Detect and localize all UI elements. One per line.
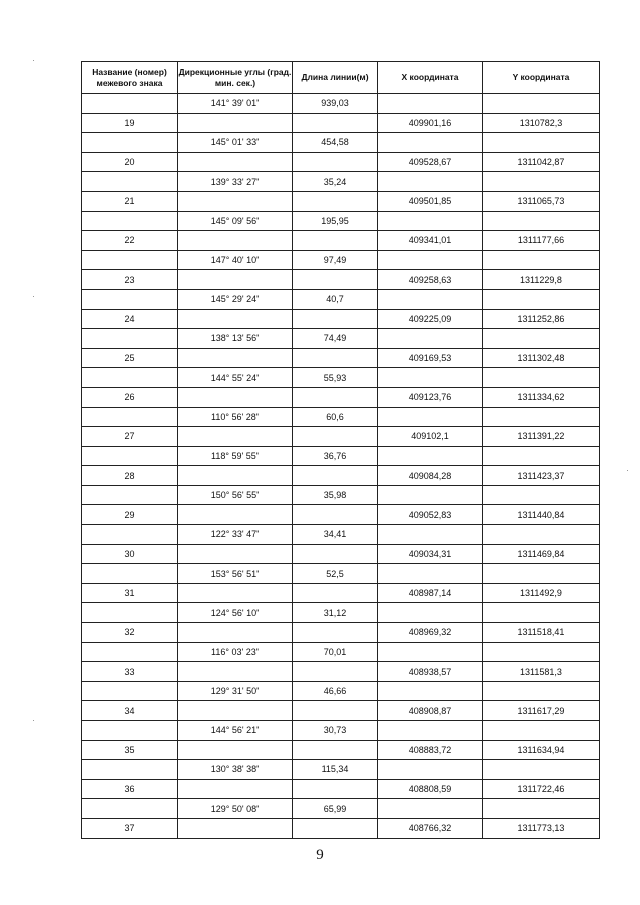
cell-y-coordinate bbox=[483, 368, 600, 388]
cell-y-coordinate: 1311518,41 bbox=[483, 623, 600, 643]
cell-line-length bbox=[293, 387, 378, 407]
cell-direction-angle bbox=[178, 583, 293, 603]
cell-marker-name: 29 bbox=[82, 505, 178, 525]
cell-y-coordinate bbox=[483, 211, 600, 231]
cell-direction-angle bbox=[178, 191, 293, 211]
table-row bbox=[82, 466, 600, 486]
scan-dot bbox=[33, 60, 34, 61]
table-row bbox=[82, 662, 600, 682]
cell-x-coordinate: 408908,87 bbox=[378, 701, 483, 721]
page-number: 9 bbox=[316, 847, 324, 863]
cell-x-coordinate bbox=[378, 329, 483, 349]
table-row bbox=[82, 250, 600, 270]
cell-line-length: 97,49 bbox=[293, 250, 378, 270]
cell-marker-name: 32 bbox=[82, 623, 178, 643]
table-row bbox=[82, 191, 600, 211]
cell-x-coordinate bbox=[378, 642, 483, 662]
cell-x-coordinate: 408938,57 bbox=[378, 662, 483, 682]
cell-x-coordinate: 409123,76 bbox=[378, 387, 483, 407]
cell-direction-angle: 130° 38' 38" bbox=[178, 760, 293, 780]
cell-y-coordinate: 1311722,46 bbox=[483, 779, 600, 799]
table-row bbox=[82, 564, 600, 584]
cell-y-coordinate bbox=[483, 329, 600, 349]
cell-y-coordinate: 1311252,86 bbox=[483, 309, 600, 329]
cell-marker-name: 24 bbox=[82, 309, 178, 329]
table-body bbox=[82, 94, 600, 839]
cell-line-length bbox=[293, 466, 378, 486]
cell-direction-angle: 144° 56' 21" bbox=[178, 721, 293, 741]
cell-direction-angle bbox=[178, 701, 293, 721]
cell-marker-name bbox=[82, 407, 178, 427]
table-row bbox=[82, 270, 600, 290]
scan-dot bbox=[33, 720, 34, 721]
cell-line-length: 60,6 bbox=[293, 407, 378, 427]
cell-x-coordinate bbox=[378, 133, 483, 153]
cell-marker-name bbox=[82, 603, 178, 623]
cell-y-coordinate: 1311229,8 bbox=[483, 270, 600, 290]
cell-x-coordinate bbox=[378, 721, 483, 741]
table-row bbox=[82, 818, 600, 838]
cell-marker-name: 35 bbox=[82, 740, 178, 760]
cell-x-coordinate bbox=[378, 94, 483, 114]
cell-marker-name: 27 bbox=[82, 427, 178, 447]
cell-line-length bbox=[293, 191, 378, 211]
cell-direction-angle: 129° 31' 50" bbox=[178, 681, 293, 701]
table-row bbox=[82, 309, 600, 329]
cell-direction-angle: 116° 03' 23" bbox=[178, 642, 293, 662]
cell-marker-name: 33 bbox=[82, 662, 178, 682]
cell-x-coordinate bbox=[378, 681, 483, 701]
cell-x-coordinate bbox=[378, 799, 483, 819]
cell-line-length bbox=[293, 231, 378, 251]
cell-y-coordinate bbox=[483, 172, 600, 192]
cell-line-length: 35,98 bbox=[293, 485, 378, 505]
cell-y-coordinate: 1311302,48 bbox=[483, 348, 600, 368]
cell-line-length bbox=[293, 270, 378, 290]
table-row bbox=[82, 152, 600, 172]
cell-marker-name: 28 bbox=[82, 466, 178, 486]
cell-direction-angle: 141° 39' 01" bbox=[178, 94, 293, 114]
cell-marker-name bbox=[82, 642, 178, 662]
table-row bbox=[82, 779, 600, 799]
cell-direction-angle bbox=[178, 348, 293, 368]
cell-line-length bbox=[293, 309, 378, 329]
scan-dot bbox=[33, 296, 34, 297]
table-row bbox=[82, 760, 600, 780]
cell-x-coordinate: 409102,1 bbox=[378, 427, 483, 447]
cell-marker-name: 25 bbox=[82, 348, 178, 368]
cell-direction-angle: 139° 33' 27" bbox=[178, 172, 293, 192]
cell-x-coordinate: 409528,67 bbox=[378, 152, 483, 172]
cell-x-coordinate bbox=[378, 172, 483, 192]
header-x-coordinate: X координата bbox=[378, 62, 483, 94]
table-row bbox=[82, 505, 600, 525]
cell-direction-angle: 110° 56' 28" bbox=[178, 407, 293, 427]
cell-y-coordinate: 1311065,73 bbox=[483, 191, 600, 211]
cell-y-coordinate bbox=[483, 94, 600, 114]
cell-direction-angle bbox=[178, 466, 293, 486]
cell-marker-name bbox=[82, 525, 178, 545]
cell-direction-angle: 145° 09' 56" bbox=[178, 211, 293, 231]
cell-y-coordinate: 1311334,62 bbox=[483, 387, 600, 407]
cell-marker-name: 21 bbox=[82, 191, 178, 211]
cell-marker-name: 34 bbox=[82, 701, 178, 721]
cell-marker-name bbox=[82, 681, 178, 701]
cell-x-coordinate: 409258,63 bbox=[378, 270, 483, 290]
cell-y-coordinate bbox=[483, 564, 600, 584]
cell-line-length bbox=[293, 583, 378, 603]
cell-y-coordinate bbox=[483, 407, 600, 427]
table-row bbox=[82, 133, 600, 153]
cell-direction-angle bbox=[178, 623, 293, 643]
cell-direction-angle: 145° 29' 24" bbox=[178, 289, 293, 309]
cell-direction-angle bbox=[178, 779, 293, 799]
table-row bbox=[82, 721, 600, 741]
cell-direction-angle bbox=[178, 113, 293, 133]
cell-line-length: 65,99 bbox=[293, 799, 378, 819]
cell-direction-angle bbox=[178, 662, 293, 682]
table-row bbox=[82, 368, 600, 388]
table-row bbox=[82, 387, 600, 407]
cell-line-length bbox=[293, 818, 378, 838]
cell-marker-name bbox=[82, 799, 178, 819]
cell-line-length: 35,24 bbox=[293, 172, 378, 192]
cell-line-length bbox=[293, 113, 378, 133]
cell-direction-angle bbox=[178, 427, 293, 447]
cell-marker-name: 37 bbox=[82, 818, 178, 838]
cell-x-coordinate: 408808,59 bbox=[378, 779, 483, 799]
cell-x-coordinate: 409501,85 bbox=[378, 191, 483, 211]
cell-direction-angle: 122° 33' 47" bbox=[178, 525, 293, 545]
cell-line-length bbox=[293, 740, 378, 760]
cell-direction-angle bbox=[178, 387, 293, 407]
cell-x-coordinate: 409052,83 bbox=[378, 505, 483, 525]
cell-x-coordinate bbox=[378, 407, 483, 427]
cell-marker-name: 20 bbox=[82, 152, 178, 172]
cell-y-coordinate: 1310782,3 bbox=[483, 113, 600, 133]
cell-direction-angle: 145° 01' 33" bbox=[178, 133, 293, 153]
table-row bbox=[82, 407, 600, 427]
header-y-coordinate: Y координата bbox=[483, 62, 600, 94]
cell-x-coordinate: 409084,28 bbox=[378, 466, 483, 486]
cell-marker-name bbox=[82, 289, 178, 309]
table-row bbox=[82, 799, 600, 819]
cell-x-coordinate: 409901,16 bbox=[378, 113, 483, 133]
cell-y-coordinate: 1311440,84 bbox=[483, 505, 600, 525]
cell-line-length bbox=[293, 779, 378, 799]
cell-direction-angle bbox=[178, 152, 293, 172]
cell-direction-angle bbox=[178, 544, 293, 564]
table-row bbox=[82, 172, 600, 192]
cell-line-length: 40,7 bbox=[293, 289, 378, 309]
cell-line-length bbox=[293, 701, 378, 721]
cell-marker-name bbox=[82, 368, 178, 388]
cell-y-coordinate bbox=[483, 485, 600, 505]
cell-marker-name bbox=[82, 329, 178, 349]
cell-y-coordinate bbox=[483, 446, 600, 466]
cell-line-length bbox=[293, 348, 378, 368]
cell-marker-name: 23 bbox=[82, 270, 178, 290]
cell-marker-name bbox=[82, 94, 178, 114]
cell-marker-name: 19 bbox=[82, 113, 178, 133]
cell-x-coordinate bbox=[378, 760, 483, 780]
cell-line-length: 74,49 bbox=[293, 329, 378, 349]
scan-dot bbox=[627, 470, 628, 471]
cell-line-length: 52,5 bbox=[293, 564, 378, 584]
table-row bbox=[82, 113, 600, 133]
cell-y-coordinate: 1311391,22 bbox=[483, 427, 600, 447]
cell-y-coordinate bbox=[483, 642, 600, 662]
cell-marker-name bbox=[82, 250, 178, 270]
cell-y-coordinate bbox=[483, 525, 600, 545]
table-row bbox=[82, 289, 600, 309]
cell-line-length bbox=[293, 623, 378, 643]
cell-marker-name bbox=[82, 485, 178, 505]
table-row bbox=[82, 485, 600, 505]
cell-y-coordinate: 1311634,94 bbox=[483, 740, 600, 760]
cell-direction-angle: 129° 50' 08" bbox=[178, 799, 293, 819]
cell-marker-name bbox=[82, 760, 178, 780]
table-header-row bbox=[82, 62, 600, 94]
table-row bbox=[82, 94, 600, 114]
cell-x-coordinate: 408969,32 bbox=[378, 623, 483, 643]
cell-direction-angle: 118° 59' 55" bbox=[178, 446, 293, 466]
cell-direction-angle bbox=[178, 270, 293, 290]
cell-marker-name: 26 bbox=[82, 387, 178, 407]
header-direction-angle: Дирекционные углы (град. мин. сек.) bbox=[178, 62, 293, 94]
cell-x-coordinate bbox=[378, 250, 483, 270]
cell-direction-angle: 153° 56' 51" bbox=[178, 564, 293, 584]
cell-x-coordinate bbox=[378, 446, 483, 466]
table-row bbox=[82, 329, 600, 349]
cell-x-coordinate bbox=[378, 564, 483, 584]
cell-y-coordinate bbox=[483, 133, 600, 153]
cell-direction-angle: 144° 55' 24" bbox=[178, 368, 293, 388]
table-row bbox=[82, 348, 600, 368]
cell-line-length: 195,95 bbox=[293, 211, 378, 231]
cell-marker-name bbox=[82, 133, 178, 153]
cell-y-coordinate bbox=[483, 681, 600, 701]
cell-marker-name bbox=[82, 564, 178, 584]
table-row bbox=[82, 642, 600, 662]
cell-x-coordinate bbox=[378, 485, 483, 505]
cell-marker-name: 22 bbox=[82, 231, 178, 251]
cell-marker-name: 31 bbox=[82, 583, 178, 603]
cell-line-length: 30,73 bbox=[293, 721, 378, 741]
cell-y-coordinate bbox=[483, 603, 600, 623]
cell-line-length: 454,58 bbox=[293, 133, 378, 153]
table-row bbox=[82, 211, 600, 231]
cell-line-length: 55,93 bbox=[293, 368, 378, 388]
cell-x-coordinate: 409034,31 bbox=[378, 544, 483, 564]
cell-direction-angle: 124° 56' 10" bbox=[178, 603, 293, 623]
table-row bbox=[82, 740, 600, 760]
cell-line-length: 939,03 bbox=[293, 94, 378, 114]
cell-y-coordinate: 1311469,84 bbox=[483, 544, 600, 564]
cell-line-length: 70,01 bbox=[293, 642, 378, 662]
cell-y-coordinate bbox=[483, 799, 600, 819]
cell-x-coordinate bbox=[378, 368, 483, 388]
cell-direction-angle bbox=[178, 231, 293, 251]
cell-line-length bbox=[293, 662, 378, 682]
cell-marker-name bbox=[82, 172, 178, 192]
table-row bbox=[82, 583, 600, 603]
cell-line-length: 31,12 bbox=[293, 603, 378, 623]
table-row bbox=[82, 623, 600, 643]
table-row bbox=[82, 603, 600, 623]
cell-x-coordinate: 408883,72 bbox=[378, 740, 483, 760]
boundary-coordinates-table bbox=[81, 61, 600, 839]
cell-x-coordinate: 408766,32 bbox=[378, 818, 483, 838]
table-row bbox=[82, 544, 600, 564]
cell-x-coordinate: 409341,01 bbox=[378, 231, 483, 251]
table-row bbox=[82, 231, 600, 251]
cell-x-coordinate bbox=[378, 289, 483, 309]
cell-direction-angle: 147° 40' 10" bbox=[178, 250, 293, 270]
cell-marker-name bbox=[82, 721, 178, 741]
cell-y-coordinate bbox=[483, 760, 600, 780]
table-row bbox=[82, 525, 600, 545]
cell-line-length bbox=[293, 152, 378, 172]
cell-x-coordinate: 409225,09 bbox=[378, 309, 483, 329]
cell-line-length bbox=[293, 544, 378, 564]
header-marker-name: Название (номер) межевого знака bbox=[82, 62, 178, 94]
cell-y-coordinate bbox=[483, 289, 600, 309]
table-row bbox=[82, 427, 600, 447]
cell-x-coordinate bbox=[378, 525, 483, 545]
cell-line-length: 36,76 bbox=[293, 446, 378, 466]
cell-direction-angle: 138° 13' 56" bbox=[178, 329, 293, 349]
cell-direction-angle bbox=[178, 505, 293, 525]
cell-y-coordinate: 1311773,13 bbox=[483, 818, 600, 838]
cell-x-coordinate bbox=[378, 603, 483, 623]
cell-y-coordinate bbox=[483, 721, 600, 741]
table-row bbox=[82, 681, 600, 701]
cell-y-coordinate: 1311581,3 bbox=[483, 662, 600, 682]
cell-line-length: 34,41 bbox=[293, 525, 378, 545]
cell-marker-name: 36 bbox=[82, 779, 178, 799]
table-row bbox=[82, 701, 600, 721]
table-row bbox=[82, 446, 600, 466]
cell-x-coordinate: 408987,14 bbox=[378, 583, 483, 603]
cell-y-coordinate: 1311177,66 bbox=[483, 231, 600, 251]
cell-marker-name bbox=[82, 211, 178, 231]
cell-marker-name: 30 bbox=[82, 544, 178, 564]
cell-y-coordinate bbox=[483, 250, 600, 270]
cell-line-length: 46,66 bbox=[293, 681, 378, 701]
cell-line-length bbox=[293, 505, 378, 525]
cell-x-coordinate bbox=[378, 211, 483, 231]
cell-direction-angle bbox=[178, 740, 293, 760]
cell-direction-angle bbox=[178, 309, 293, 329]
cell-x-coordinate: 409169,53 bbox=[378, 348, 483, 368]
cell-direction-angle bbox=[178, 818, 293, 838]
cell-y-coordinate: 1311423,37 bbox=[483, 466, 600, 486]
cell-y-coordinate: 1311492,9 bbox=[483, 583, 600, 603]
cell-line-length bbox=[293, 427, 378, 447]
header-line-length: Длина линии(м) bbox=[293, 62, 378, 94]
cell-y-coordinate: 1311617,29 bbox=[483, 701, 600, 721]
cell-direction-angle: 150° 56' 55" bbox=[178, 485, 293, 505]
cell-line-length: 115,34 bbox=[293, 760, 378, 780]
cell-marker-name bbox=[82, 446, 178, 466]
cell-y-coordinate: 1311042,87 bbox=[483, 152, 600, 172]
